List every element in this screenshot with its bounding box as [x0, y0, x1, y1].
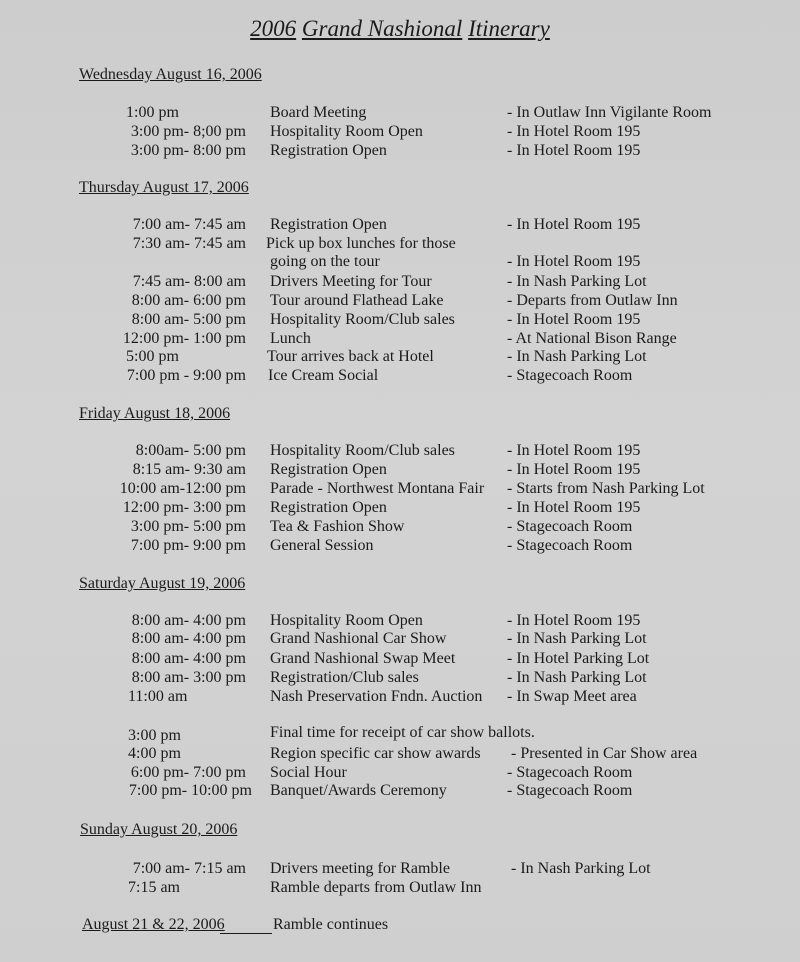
row-location: - Stagecoach Room: [507, 537, 633, 554]
schedule-row: [0, 537, 800, 557]
row-event: Ramble departs from Outlaw Inn: [270, 879, 482, 896]
row-event: Board Meeting: [270, 104, 367, 121]
row-event: Hospitality Room/Club sales: [270, 442, 455, 459]
row-time: 8:00 am- 4:00 pm: [131, 650, 246, 667]
row-time: 7:00 pm - 9:00 pm: [126, 367, 246, 384]
row-location: - Departs from Outlaw Inn: [507, 292, 678, 309]
row-time: 7:00 am- 7:15 am: [132, 860, 246, 877]
schedule-row: [0, 860, 800, 880]
schedule-row: [0, 480, 800, 500]
schedule-row: [0, 330, 800, 350]
row-event: Registration Open: [270, 461, 387, 478]
title-name: Grand Nashional: [301, 16, 463, 41]
row-location: - At National Bison Range: [507, 330, 677, 347]
schedule-row: [0, 461, 800, 481]
row-time: 8:00 am- 5:00 pm: [131, 311, 246, 328]
schedule-row: [0, 367, 800, 387]
row-event: Registration Open: [270, 499, 387, 516]
row-location: - In Nash Parking Lot: [511, 860, 651, 877]
row-time: 7:00 pm- 10:00 pm: [128, 782, 252, 799]
row-location: - In Hotel Room 195: [507, 216, 641, 233]
row-event: Drivers Meeting for Tour: [270, 273, 432, 290]
row-location: - In Nash Parking Lot: [507, 348, 647, 365]
day-heading-friday: Friday August 18, 2006: [79, 405, 231, 422]
row-time: 3:00 pm: [128, 727, 181, 744]
row-location: - Presented in Car Show area: [511, 745, 698, 762]
row-event: Nash Preservation Fndn. Auction: [270, 688, 483, 705]
row-location: - Stagecoach Room: [507, 782, 633, 799]
row-time: 3:00 pm- 8:00 pm: [130, 142, 246, 159]
schedule-row: [0, 764, 800, 784]
title-year: 2006: [250, 16, 297, 41]
row-time: 7:00 am- 7:45 am: [132, 216, 246, 233]
row-event: Grand Nashional Swap Meet: [270, 650, 456, 667]
row-event: General Session: [270, 537, 374, 554]
row-time: 10:00 am-12:00 pm: [119, 480, 246, 497]
schedule-row: [0, 253, 800, 273]
row-event: Grand Nashional Car Show: [270, 630, 447, 647]
row-event: Registration Open: [270, 142, 387, 159]
schedule-row: [0, 348, 800, 368]
row-event: Hospitality Room Open: [270, 123, 423, 140]
schedule-row: [0, 630, 800, 650]
row-location: - In Hotel Room 195: [507, 612, 641, 629]
schedule-row: [0, 879, 800, 899]
schedule-row: [0, 273, 800, 293]
row-time: 4:00 pm: [128, 745, 181, 762]
row-time: 8:00 am- 3:00 pm: [131, 669, 246, 686]
row-location: - Stagecoach Room: [507, 764, 633, 781]
row-time: 12:00 pm- 3:00 pm: [122, 499, 246, 516]
row-location: - In Hotel Room 195: [507, 253, 641, 270]
row-event: Social Hour: [270, 764, 347, 781]
schedule-row: [0, 688, 800, 708]
page-title: [0, 16, 800, 42]
row-event: Tea & Fashion Show: [270, 518, 405, 535]
row-location: - Stagecoach Room: [507, 367, 633, 384]
row-location: - In Hotel Room 195: [507, 461, 641, 478]
row-time: 3:00 pm- 5:00 pm: [130, 518, 246, 535]
final-event: Ramble continues: [273, 916, 389, 933]
row-event: Pick up box lunches for those: [266, 235, 456, 252]
row-location: - In Hotel Room 195: [507, 123, 641, 140]
row-time: 8:00 am- 4:00 pm: [131, 630, 246, 647]
row-event: Registration/Club sales: [270, 669, 419, 686]
row-time: 8:00 am- 4:00 pm: [131, 612, 246, 629]
day-heading-wednesday: Wednesday August 16, 2006: [79, 66, 262, 83]
row-location: - In Outlaw Inn Vigilante Room: [507, 104, 712, 121]
schedule-row: [0, 123, 800, 143]
schedule-row: [0, 650, 800, 670]
row-location: - In Hotel Parking Lot: [507, 650, 650, 667]
row-location: - In Nash Parking Lot: [507, 273, 647, 290]
row-location: - In Hotel Room 195: [507, 442, 641, 459]
row-location: - In Nash Parking Lot: [507, 630, 647, 647]
row-location: - Stagecoach Room: [507, 518, 633, 535]
schedule-row: [0, 669, 800, 689]
underline-rule: [220, 933, 272, 934]
row-time: 7:15 am: [128, 879, 180, 896]
schedule-row: [0, 442, 800, 462]
row-event: Drivers meeting for Ramble: [270, 860, 450, 877]
row-event: Registration Open: [270, 216, 387, 233]
row-event: Banquet/Awards Ceremony: [270, 782, 447, 799]
row-event: Hospitality Room Open: [270, 612, 423, 629]
row-time: 1:00 pm: [126, 104, 179, 121]
day-heading-thursday: Thursday August 17, 2006: [79, 179, 249, 196]
row-time: 8:15 am- 9:30 am: [132, 461, 246, 478]
row-time: 7:30 am- 7:45 am: [132, 235, 246, 252]
row-time: 7:45 am- 8:00 am: [132, 273, 246, 290]
row-location: - In Hotel Room 195: [507, 311, 641, 328]
row-time: 5:00 pm: [126, 348, 179, 365]
schedule-row: [0, 499, 800, 519]
row-time: 8:00am- 5:00 pm: [135, 442, 246, 459]
row-location: - In Nash Parking Lot: [507, 669, 647, 686]
row-event: Ice Cream Social: [268, 367, 379, 384]
row-event: Final time for receipt of car show ballots.: [270, 724, 535, 741]
row-location: - Starts from Nash Parking Lot: [507, 480, 705, 497]
row-event: Lunch: [270, 330, 311, 347]
title-suffix: Itinerary: [468, 16, 550, 41]
final-dates-label: August 21 & 22, 2006: [82, 916, 225, 933]
row-event: going on the tour: [270, 253, 380, 270]
schedule-row: [0, 612, 800, 632]
row-time: 12:00 pm- 1:00 pm: [122, 330, 246, 347]
row-location: - In Swap Meet area: [507, 688, 637, 705]
schedule-row: [0, 235, 800, 255]
row-event: Tour arrives back at Hotel: [267, 348, 434, 365]
schedule-row: [0, 745, 800, 765]
schedule-row: [0, 518, 800, 538]
day-heading-sunday: Sunday August 20, 2006: [80, 821, 238, 838]
schedule-row: [0, 104, 800, 124]
row-time: 3:00 pm- 8;00 pm: [130, 123, 246, 140]
row-time: 8:00 am- 6:00 pm: [131, 292, 246, 309]
schedule-row: [0, 724, 800, 747]
row-location: - In Hotel Room 195: [507, 142, 641, 159]
row-event: Region specific car show awards: [270, 745, 481, 762]
row-time: 6:00 pm- 7:00 pm: [130, 764, 246, 781]
schedule-row: [0, 782, 800, 802]
schedule-row: [0, 142, 800, 162]
schedule-row: [0, 292, 800, 312]
schedule-row: [0, 311, 800, 331]
row-time: 11:00 am: [128, 688, 188, 705]
day-heading-saturday: Saturday August 19, 2006: [79, 575, 246, 592]
schedule-row: [0, 216, 800, 236]
row-event: Parade - Northwest Montana Fair: [270, 480, 485, 497]
row-event: Tour around Flathead Lake: [270, 292, 444, 309]
row-location: - In Hotel Room 195: [507, 499, 641, 516]
row-event: Hospitality Room/Club sales: [270, 311, 455, 328]
row-time: 7:00 pm- 9:00 pm: [130, 537, 246, 554]
